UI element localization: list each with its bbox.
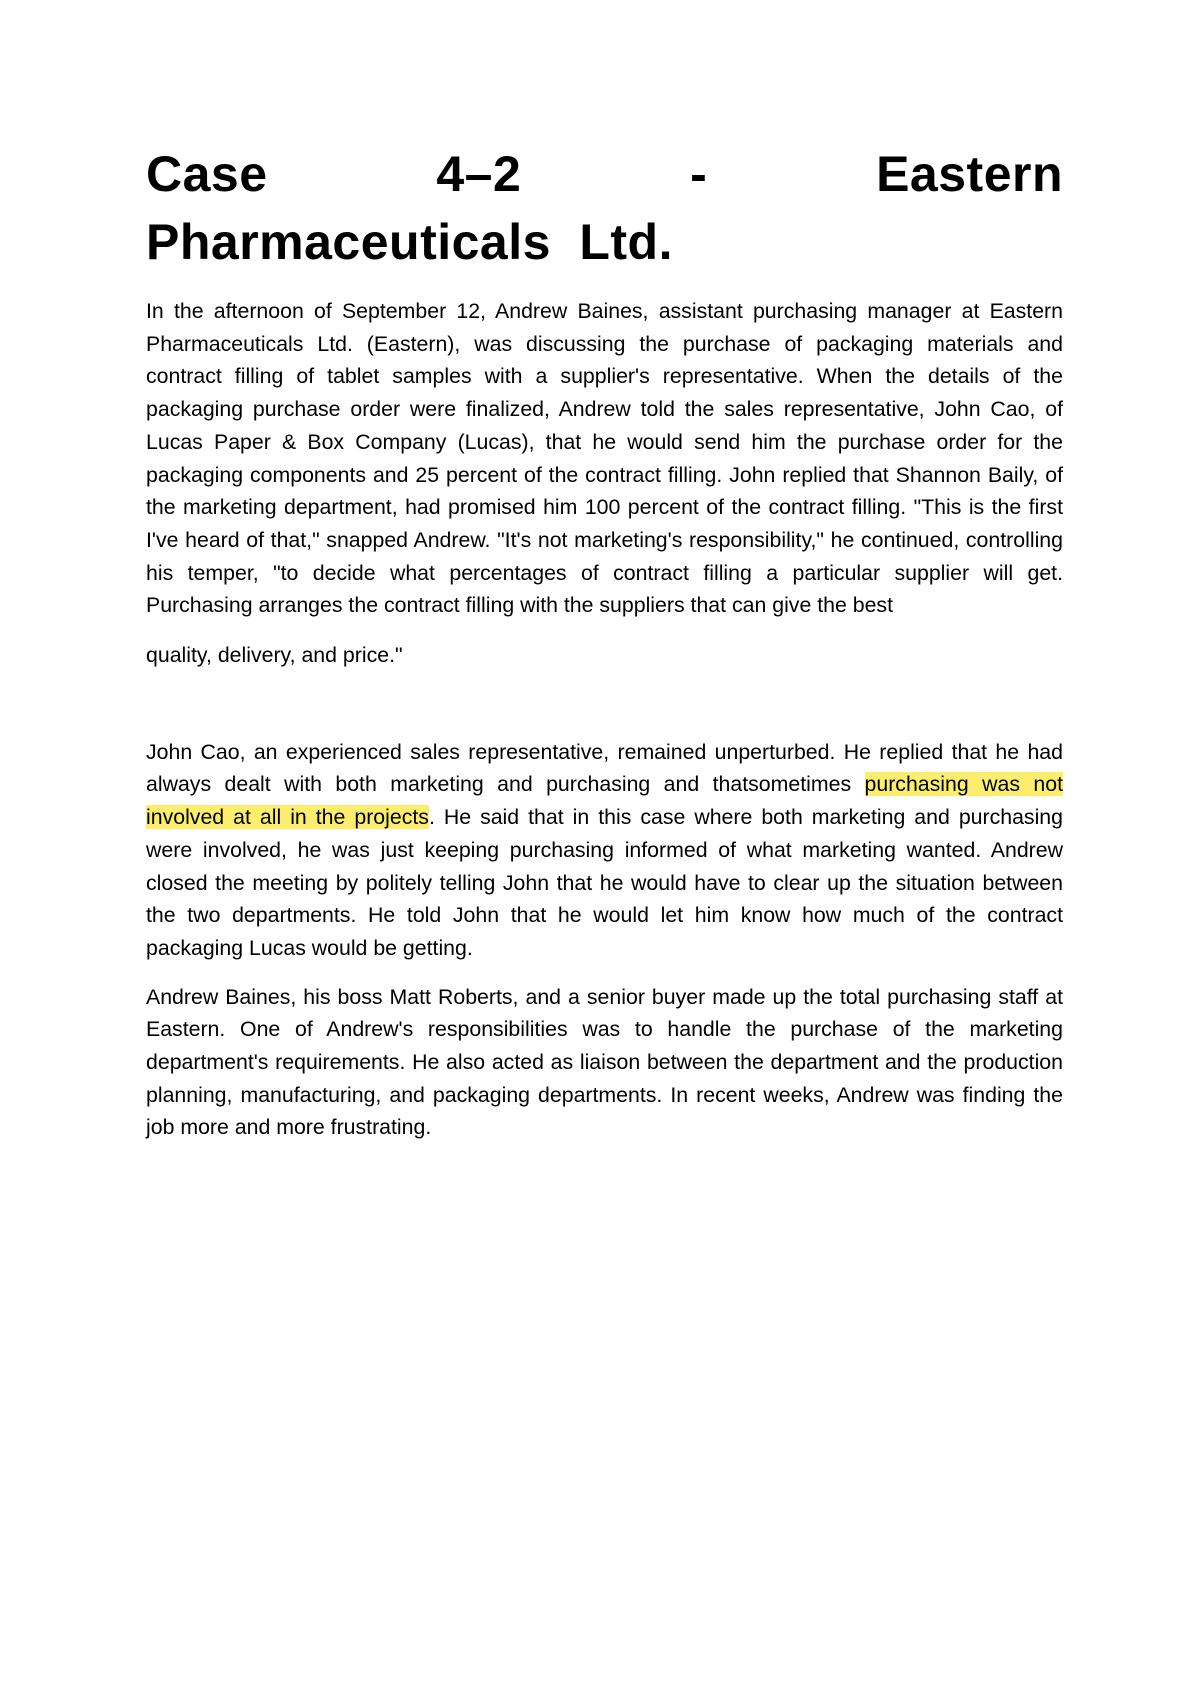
document-body <box>146 140 1063 1144</box>
paragraph-2 <box>146 736 1063 965</box>
paragraph-2-text-after: . He said that in this case where both marketing and purchasing were involved, he was just keeping purchasing informed of what marketing wanted. Andrew closed the meeting by politely telling John that he would have to clear up the situation between the two departments. He told John that he would let him know how much of the contract packaging Lucas would be getting. <box>146 805 1063 960</box>
document-title: Case 4–2 - Eastern Pharmaceuticals Ltd. <box>146 146 1063 270</box>
paragraph-3: Andrew Baines, his boss Matt Roberts, and a senior buyer made up the total purchasing staff at Eastern. One of Andrew's responsibilities was to handle the purchase of the marketing department's requirements. He also acted as liaison between the department and the production planning, manufacturing, and packaging departments. In recent weeks, Andrew was finding the job more and more frustrating. <box>146 984 1063 1140</box>
highlighted-text: purchasing was not involved at all in the projects <box>146 772 1063 830</box>
paragraph-2-text-before: John Cao, an experienced sales representative, remained unperturbed. He replied that he had always dealt with both marketing and purchasing and thatsometimes <box>146 739 1063 797</box>
paragraph-1: In the afternoon of September 12, Andrew Baines, assistant purchasing manager at Eastern Pharmaceuticals Ltd. (Eastern), was discussing the purchase of packaging materials and contract filling of tablet samples with a supplier's representative. When the details of the packaging purchase order were finalized, Andrew told the sales representative, John Cao, of Lucas Paper & Box Company (Lucas), that he would send him the purchase order for the packaging components and 25 percent of the contract filling. John replied that Shannon Baily, of the marketing department, had promised him 100 percent of the contract filling. "This is the first I've heard of that," snapped Andrew. "It's not marketing's responsibility," he continued, controlling his temper, "to decide what percentages of contract filling a particular supplier will get. Purchasing arranges the contract filling with the suppliers that can give the best <box>146 299 1063 618</box>
paragraph-1-tail: quality, delivery, and price." <box>146 643 403 668</box>
